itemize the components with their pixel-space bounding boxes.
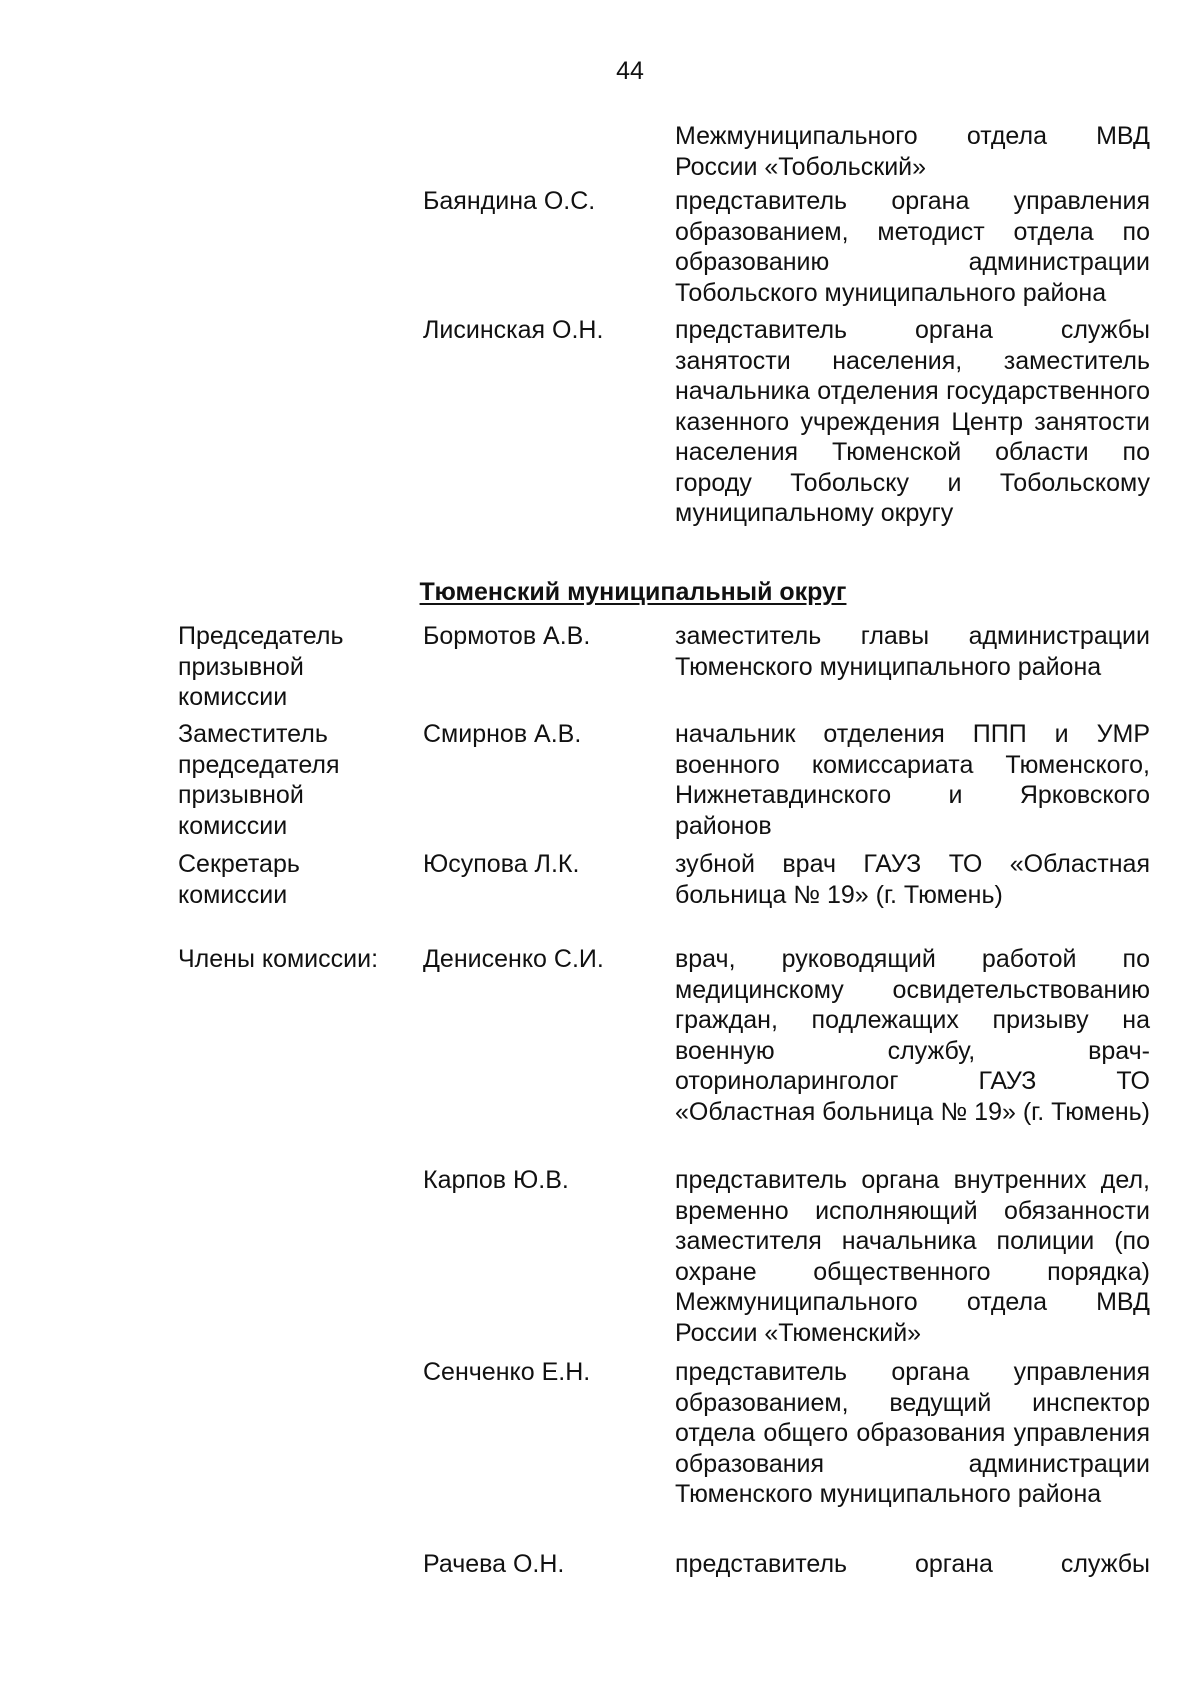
- member-role: Члены комиссии:: [178, 945, 379, 973]
- member-name: Бормотов А.В.: [423, 622, 591, 650]
- member-name: Сенченко Е.Н.: [423, 1358, 591, 1386]
- member-description: представитель органа управления образованием, ведущий инспектор отдела общего образования управления образования администрации Тюменского муниципального района: [675, 1358, 1150, 1508]
- member-role: Заместитель председателя призывной комиссии: [178, 720, 340, 840]
- member-description: представитель органа управления образованием, методист отдела по образованию администрации Тобольского муниципального района: [675, 187, 1150, 307]
- member-name: Юсупова Л.К.: [423, 850, 580, 878]
- member-name: Рачева О.Н.: [423, 1550, 565, 1578]
- member-description: врач, руководящий работой по медицинскому освидетельствованию граждан, подлежащих призыву на военную службу, врач-оториноларинголог ГАУЗ ТО «Областная больница № 19» (г. Тюмень): [675, 945, 1150, 1126]
- member-description: заместитель главы администрации Тюменского муниципального района: [675, 622, 1150, 681]
- member-description: представитель органа службы занятости населения, заместитель начальника отделения государственного казенного учреждения Центр занятости населения Тюменской области по городу Тобольску и Тобольскому муниципальному округу: [675, 316, 1150, 527]
- member-name: Лисинская О.Н.: [423, 316, 604, 344]
- section-heading: Тюменский муниципальный округ: [419, 578, 847, 606]
- member-description: зубной врач ГАУЗ ТО «Областная больница № 19» (г. Тюмень): [675, 850, 1150, 909]
- page-number: 44: [616, 57, 644, 85]
- member-description: представитель органа службы: [675, 1550, 1150, 1578]
- member-role: Секретарь комиссии: [178, 850, 300, 909]
- member-name: Денисенко С.И.: [423, 945, 604, 973]
- member-name: Баяндина О.С.: [423, 187, 596, 215]
- member-description: Межмуниципального отдела МВД России «Тобольский»: [675, 122, 1150, 181]
- member-name: Карпов Ю.В.: [423, 1166, 569, 1194]
- member-role: Председатель призывной комиссии: [178, 622, 344, 711]
- member-description: начальник отделения ППП и УМР военного комиссариата Тюменского, Нижнетавдинского и Ярковского районов: [675, 720, 1150, 840]
- member-name: Смирнов А.В.: [423, 720, 582, 748]
- member-description: представитель органа внутренних дел, временно исполняющий обязанности заместителя начальника полиции (по охране общественного порядка) Межмуниципального отдела МВД России «Тюменский»: [675, 1166, 1150, 1347]
